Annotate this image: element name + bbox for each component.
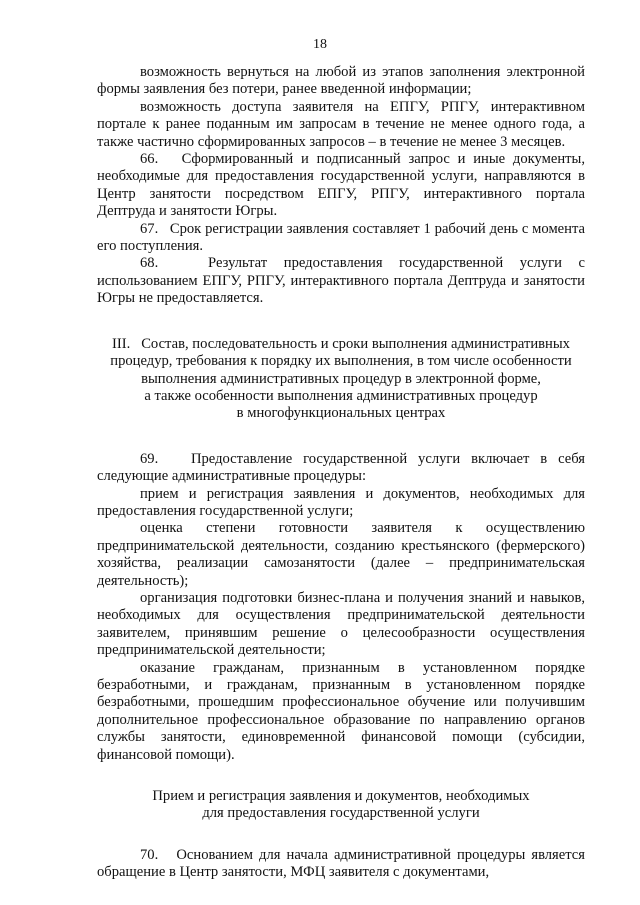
section-heading-iii <box>97 336 585 423</box>
subsection-heading <box>97 788 585 823</box>
heading-line: в многофункциональных центрах <box>236 405 446 422</box>
paragraph-access-requests: возможность доступа заявителя на ЕПГУ, РПГУ, интерактивном портале к ранее поданным им запросам в течение не менее одного года, а также частично сформированных запросов – в течение не менее 3 месяцев. <box>97 98 585 150</box>
list-item-reception: прием и регистрация заявления и документов, необходимых для предоставления государственной услуги; <box>97 485 585 519</box>
paragraph-return-to-steps: возможность вернуться на любой из этапов заполнения электронной формы заявления без потери, ранее введенной информации; <box>97 64 585 98</box>
document-body <box>97 64 585 882</box>
heading-line: выполнения административных процедур в электронной форме, <box>141 370 541 387</box>
heading-line: а также особенности выполнения административных процедур <box>144 387 538 404</box>
heading-line: для предоставления государственной услуги <box>202 805 480 822</box>
paragraph-70: 70. Основанием для начала административной процедуры является обращение в Центр занятости, МФЦ заявителя с документами, <box>97 846 585 881</box>
heading-line: III. Состав, последовательность и сроки выполнения административных <box>112 335 570 352</box>
paragraph-66: 66. Сформированный и подписанный запрос и иные документы, необходимые для предоставления государственной услуги, направляются в Центр занятости посредством ЕПГУ, РПГУ, интерактивного портала Дептруда и занятости Югры. <box>97 151 585 220</box>
list-item-financial-aid: оказание гражданам, признанным в установленном порядке безработными, и гражданам, признанным в установленном порядке безработными, прошедшим профессиональное обучение или получившим дополнительное профессиональное образование по направлению органов службы занятости, единовременной финансовой помощи (субсидии, финансовой помощи). <box>97 659 585 763</box>
paragraph-68: 68. Результат предоставления государственной услуги с использованием ЕПГУ, РПГУ, интерактивного портала Дептруда и занятости Югры не предоставляется. <box>97 255 585 307</box>
paragraph-69: 69. Предоставление государственной услуги включает в себя следующие административные процедуры: <box>97 450 585 485</box>
heading-line: Прием и регистрация заявления и документов, необходимых <box>152 788 530 805</box>
heading-line: процедур, требования к порядку их выполнения, в том числе особенности <box>110 353 572 370</box>
list-item-assessment: оценка степени готовности заявителя к осуществлению предпринимательской деятельности, созданию крестьянского (фермерского) хозяйства, реализации самозанятости (далее – предпринимательская деятельность); <box>97 520 585 589</box>
list-item-business-plan: организация подготовки бизнес-плана и получения знаний и навыков, необходимых для осуществления предпринимательской деятельности заявителем, принявшим решение о целесообразности осуществления предпринимательской деятельности; <box>97 589 585 659</box>
paragraph-67: 67. Срок регистрации заявления составляет 1 рабочий день с момента его поступления. <box>97 220 585 255</box>
page-number: 18 <box>313 37 327 52</box>
